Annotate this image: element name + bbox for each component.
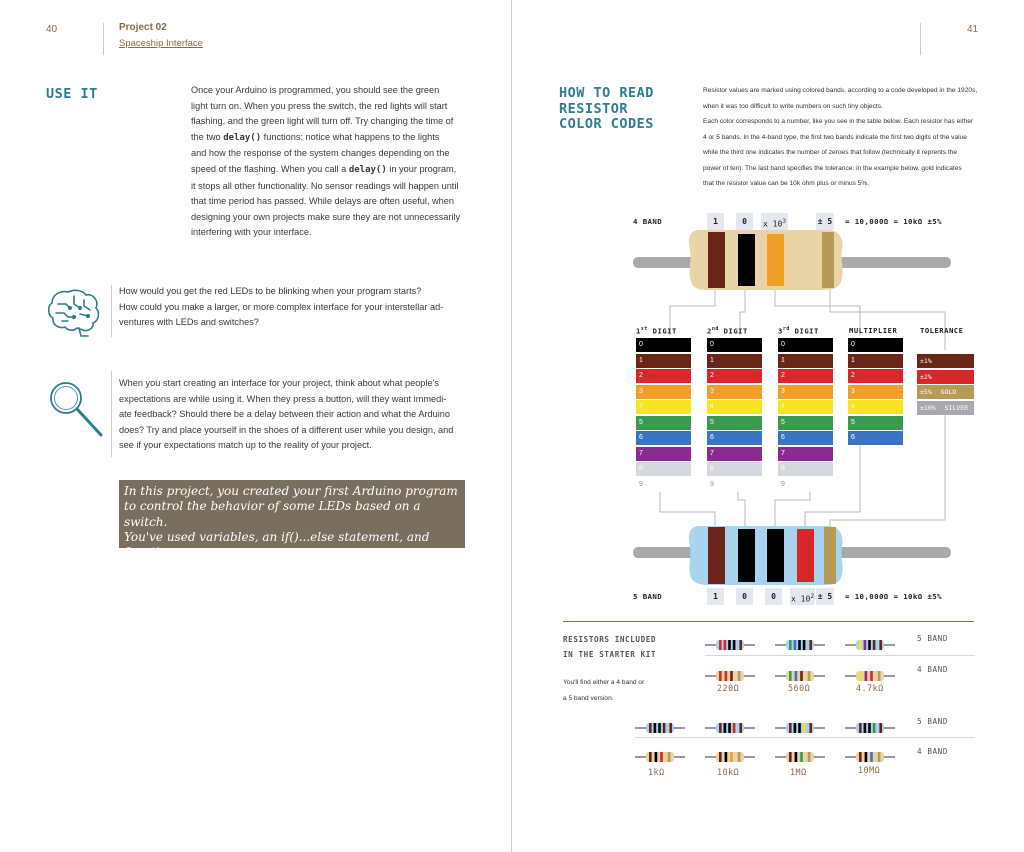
kit-resistor [775, 639, 825, 651]
multiplier-text: x 10 [791, 594, 811, 604]
four-band-result: = 10,000Ω = 10kΩ ±5% [845, 217, 942, 226]
four-band-digit-2: 0 [736, 213, 753, 230]
color-cell: 6 [636, 431, 691, 445]
text-line: How could you make a larger, or more complex interface for your interstellar ad- [119, 301, 444, 312]
color-cell: 6 [778, 431, 833, 445]
tolerance-name: GOLD [936, 388, 957, 396]
kit-resistor [775, 670, 825, 682]
header-word: DIGIT [789, 326, 819, 336]
kit-row-divider [705, 655, 975, 656]
kit-divider [563, 621, 974, 622]
five-band-multiplier [790, 588, 815, 605]
title-line: RESISTORS INCLUDED [563, 635, 657, 644]
title-line: IN THE STARTER KIT [563, 650, 657, 659]
kit-title [563, 632, 656, 662]
text-line: that the resistor value can be 10k ohm plus or minus 5%. [703, 180, 870, 187]
connector-line [738, 486, 745, 526]
color-cell: 5 [636, 416, 691, 430]
tip-paragraph [119, 376, 469, 454]
band-5 [824, 527, 836, 584]
text-line: speed of the flashing. When you call a delay() in your program, [191, 163, 457, 175]
color-cell: 2 [848, 369, 903, 383]
multiplier-exponent: 2 [810, 593, 814, 600]
text-line: In this project, you created your first Arduino program [124, 484, 458, 498]
kit-resistor [845, 639, 895, 651]
color-cell: 9 [778, 478, 833, 492]
text-line: a 5 band version. [563, 695, 614, 702]
multiplier-exponent: 3 [782, 218, 786, 225]
page-number-right: 41 [967, 24, 979, 35]
color-cell: 4 [848, 400, 903, 414]
text-line: designing your own projects make sure they are not unnecessarily [191, 211, 461, 222]
text-line: Each color corresponds to a number, like you see in the table below. Each resistor has either [703, 118, 974, 125]
color-cell: 2 [778, 369, 833, 383]
connector-line [660, 486, 715, 526]
color-cell: 0 [848, 338, 903, 352]
four-band-label: 4 BAND [633, 217, 663, 226]
color-cell: 6 [848, 431, 903, 445]
project-subtitle-link[interactable]: Spaceship Interface [119, 38, 203, 49]
kit-value: 4.7kΩ [856, 683, 884, 693]
five-band-tolerance: ± 5 [816, 588, 834, 605]
four-band-resistor [633, 230, 951, 290]
band-4 [822, 232, 834, 288]
five-band-digit-2: 0 [736, 588, 753, 605]
header-word: DIGIT [647, 326, 677, 336]
title-line: RESISTOR [559, 100, 629, 117]
color-cell: 9 [707, 478, 762, 492]
header-number: 3 [778, 326, 783, 336]
kit-note [563, 675, 644, 707]
header-multiplier: MULTIPLIER [849, 326, 898, 335]
header-divider [103, 23, 104, 55]
five-band-digit-1: 1 [707, 588, 724, 605]
text-line: that time period has passed. While delays are often useful, when [191, 196, 455, 207]
four-band-tolerance: ± 5 [816, 213, 834, 230]
tolerance-cell [917, 385, 974, 399]
five-band-result: = 10,000Ω = 10kΩ ±5% [845, 592, 942, 601]
band-2 [738, 234, 755, 286]
text-line: ventures with LEDs and switches? [119, 317, 259, 328]
text-line: while the third one indicates the number of zeroes that follow (technically it reprents the [703, 149, 957, 156]
resistor-intro [703, 83, 983, 192]
kit-row-divider [635, 737, 975, 738]
color-cell: 0 [707, 338, 762, 352]
color-cell: 8 [778, 462, 833, 476]
brain-icon [46, 286, 104, 340]
tolerance-cell [917, 401, 974, 415]
kit-resistor [775, 722, 825, 734]
kit-value: 220Ω [717, 683, 740, 693]
kit-resistor [705, 722, 755, 734]
title-line: COLOR CODES [559, 116, 654, 132]
kit-resistor [635, 722, 685, 734]
color-cell: 7 [707, 447, 762, 461]
multiplier-text: x 10 [763, 219, 783, 229]
color-cell: 2 [636, 369, 691, 383]
color-cell: 5 [778, 416, 833, 430]
code-snippet: delay() [223, 132, 262, 143]
color-cell: 2 [707, 369, 762, 383]
color-cell: 1 [778, 354, 833, 368]
color-cell: 3 [636, 385, 691, 399]
text-line: ate feedback? Should there be a delay between their action and what the Arduino [119, 409, 450, 420]
band-3 [767, 234, 784, 286]
text-line: when it was too difficult to write numbers on such tiny objects. [703, 102, 883, 110]
header-word: DIGIT [718, 326, 748, 336]
kit-value: 1MΩ [790, 767, 807, 777]
color-cell: 0 [778, 338, 833, 352]
question-divider [111, 285, 112, 337]
color-cell: 7 [636, 447, 691, 461]
magnifier-icon [46, 380, 106, 440]
color-cell: 1 [848, 354, 903, 368]
color-cell: 8 [636, 462, 691, 476]
color-cell: 6 [707, 431, 762, 445]
header-divider-right [920, 23, 921, 55]
kit-value: 10kΩ [717, 767, 740, 777]
header-digit-2 [707, 326, 748, 335]
text-line: When you start creating an interface for your project, think about what people's [119, 378, 439, 388]
tolerance-cell [917, 370, 974, 384]
header-suffix: rd [782, 326, 790, 332]
kit-value: 560Ω [788, 683, 811, 693]
five-band-resistor [633, 526, 951, 585]
kit-resistor [705, 670, 755, 682]
text-line: power of ten). The last band specifies the tolerance: in the example below, gold indicates [703, 164, 962, 172]
use-it-paragraph [191, 83, 466, 241]
color-cell: 0 [636, 338, 691, 352]
kit-value: 1kΩ [648, 767, 665, 777]
text-line: light turn on. When you press the switch, the red lights will start [191, 100, 448, 111]
header-number: 1 [636, 326, 641, 336]
four-band-digit-1: 1 [707, 213, 724, 230]
kit-resistor [845, 751, 895, 763]
resistor-section-title [559, 86, 654, 133]
color-cell: 4 [636, 400, 691, 414]
text-line: it stops all other functionality. No sensor readings will happen until [191, 180, 459, 191]
tolerance-value: ±1% [920, 357, 932, 365]
kit-resistor [775, 751, 825, 763]
kit-resistor [845, 722, 895, 734]
code-snippet: delay() [348, 164, 387, 175]
text-line: 4 or 5 bands. In the 4-band type, the first two bands indicate the first two digits of the value [703, 133, 967, 141]
kit-resistor [705, 639, 755, 651]
kit-resistor [845, 670, 895, 682]
text-line: Resistor values are marked using colored bands, according to a code developed in the 1920s, [703, 87, 978, 94]
text-line: interfering with your interface. [191, 227, 312, 238]
header-suffix: nd [711, 326, 719, 332]
header-suffix: st [640, 326, 648, 332]
text-line: How would you get the red LEDs to be blinking when your program starts? [119, 286, 422, 296]
color-cell: 3 [707, 385, 762, 399]
text-line: to read the state of an input and control outputs. [124, 560, 422, 575]
five-band-digit-3: 0 [765, 588, 782, 605]
tolerance-value: ±5% [920, 388, 932, 396]
header-digit-3 [778, 326, 819, 335]
title-line: HOW TO READ [559, 85, 654, 101]
text-line: flashing, and the green light will turn off. Try changing the time of [191, 116, 454, 127]
text-line: see if your expectations match up to the reality of your project. [119, 440, 372, 451]
kit-resistor [705, 751, 755, 763]
text-line: and how the response of the system changes depending on the [191, 148, 450, 159]
color-cell: 1 [636, 354, 691, 368]
use-it-title: USE IT [46, 86, 98, 102]
tolerance-cell [917, 354, 974, 368]
text-line: expectations are while using it. When they press a button, will they want immedi- [119, 393, 447, 404]
text-line: the two delay() functions; notice what happens to the lights [191, 131, 440, 143]
header-tolerance: TOLERANCE [920, 326, 964, 335]
band-4 [797, 529, 814, 582]
header-digit-1 [636, 326, 677, 335]
text-line: to control the behavior of some LEDs based on a switch. [124, 499, 421, 529]
tolerance-value: ±2% [920, 372, 932, 381]
color-cell: 8 [707, 462, 762, 476]
color-cell: 5 [848, 416, 903, 430]
text-line: You'll find either a 4 band or [563, 679, 645, 686]
color-cell: 7 [778, 447, 833, 461]
kit-row-label: 5 BAND [917, 717, 949, 726]
page-spine [511, 0, 512, 852]
band-3 [767, 529, 784, 582]
color-cell: 4 [778, 400, 833, 414]
color-cell: 3 [778, 385, 833, 399]
color-cell: 4 [707, 400, 762, 414]
kit-row-label: 4 BAND [917, 747, 949, 756]
question-paragraph [119, 284, 469, 331]
text-line: Once your Arduino is programmed, you should see the green [191, 85, 440, 95]
color-cell: 5 [707, 416, 762, 430]
tip-divider [111, 371, 112, 457]
text-line: does? Try and place yourself in the shoes of a different user while you design, and [119, 424, 454, 435]
project-label: Project 02 [119, 22, 167, 33]
kit-row-label: 4 BAND [917, 665, 949, 674]
band-2 [738, 529, 755, 582]
five-band-label: 5 BAND [633, 592, 663, 601]
color-cell: 3 [848, 385, 903, 399]
page-number-left: 40 [46, 24, 58, 35]
summary-text [124, 484, 464, 576]
band-1 [708, 527, 725, 584]
color-cell: 1 [707, 354, 762, 368]
kit-row-label: 5 BAND [917, 634, 949, 643]
kit-value: 10MΩ [858, 765, 881, 775]
kit-resistor [635, 751, 685, 763]
text-line: You've used variables, an if()...else statement, and functions [124, 529, 430, 560]
header-number: 2 [707, 326, 712, 336]
color-cell: 9 [636, 478, 691, 492]
tolerance-value: ±10% [920, 403, 936, 412]
tolerance-name: SILVER [940, 403, 969, 412]
band-1 [708, 232, 725, 288]
